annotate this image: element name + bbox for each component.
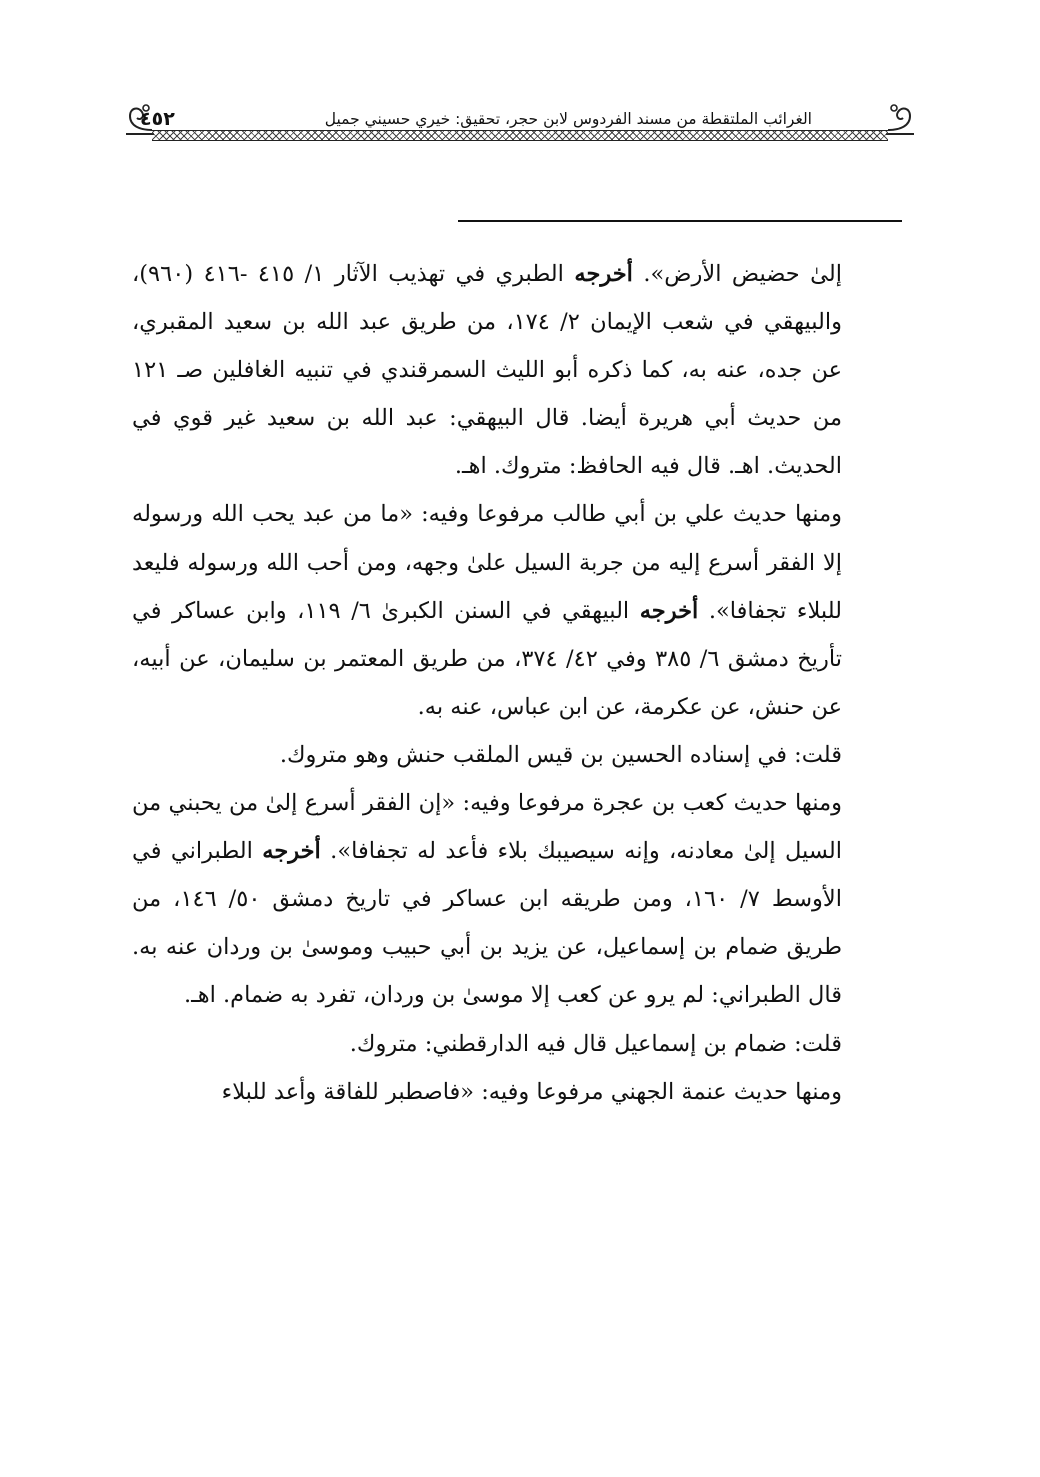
text-run: إلىٰ حضيض الأرض». <box>632 261 843 287</box>
bold-run: أخرجه <box>262 838 321 865</box>
running-title: الغرائب الملتقطة من مسند الفردوس لابن حجر، تحقيق: خيري حسيني جميل <box>324 110 812 128</box>
text-run: قلت: في إسناده الحسين بن قيس الملقب حنش وهو متروك. <box>279 741 842 768</box>
paragraph <box>132 779 842 1019</box>
text-run: الطبري في تهذيب الآثار ١/ ٤١٥ -٤١٦ (٩٦٠)، والبيهقي في شعب الإيمان ٢/ ١٧٤، من طريق عبد الله بن سعيد المقبري، عن جده، عنه به، كما ذكره أبو الليث السمرقندي في تنبيه الغافلين صـ ١٢١ من حديث أبي هريرة أيضا. قال البيهقي: عبد الله بن سعيد غير قوي في الحديث. اهـ. قال فيه الحافظ: متروك. اهـ. <box>132 261 842 480</box>
text-run: ومنها حديث عنمة الجهني مرفوعا وفيه: «فاصطبر للفاقة وأعد للبلاء <box>221 1078 842 1105</box>
text-run: ومنها حديث كعب بن عجرة مرفوعا وفيه: «إن الفقر أسرع إلىٰ من يحبني من السيل إلىٰ معادنه، وإنه سيصيبك بلاء فأعد له تجفافا». <box>132 790 842 865</box>
paragraph <box>132 1020 842 1068</box>
text-run: البيهقي في السنن الكبرىٰ ٦/ ١١٩، وابن عساكر في تأريخ دمشق ٦/ ٣٨٥ وفي ٤٢/ ٣٧٤، من طريق المعتمر بن سليمان، عن أبيه، عن حنش، عن عكرمة، عن ابن عباس، عنه به. <box>132 597 843 720</box>
paragraph <box>132 250 842 490</box>
text-run: الطبراني في الأوسط ٧/ ١٦٠، ومن طريقه ابن عساكر في تاريخ دمشق ٥٠/ ١٤٦، من طريق ضمام بن إسماعيل، عن يزيد بن أبي حبيب وموسىٰ بن وردان عنه به. قال الطبراني: لم يرو عن كعب إلا موسىٰ بن وردان، تفرد به ضمام. اهـ. <box>132 838 842 1009</box>
header-border <box>152 130 888 141</box>
paragraph <box>132 731 842 779</box>
footnote-rule <box>458 220 902 222</box>
bold-run: أخرجه <box>574 261 633 287</box>
page-number: ٤٥٢ <box>140 108 175 130</box>
text-run: قلت: ضمام بن إسماعيل قال فيه الدارقطني: متروك. <box>349 1030 842 1057</box>
text-run: ومنها حديث علي بن أبي طالب مرفوعا وفيه: «ما من عبد يحب الله ورسوله إلا الفقر أسرع إليه من جربة السيل علىٰ وجهه، ومن أحب الله ورسوله فليعد للبلاء تجفافا». <box>132 501 843 624</box>
paragraph <box>132 490 842 730</box>
body-text <box>132 250 842 1116</box>
bold-run: أخرجه <box>639 597 699 624</box>
page-header <box>128 96 912 148</box>
paragraph <box>132 1068 842 1116</box>
